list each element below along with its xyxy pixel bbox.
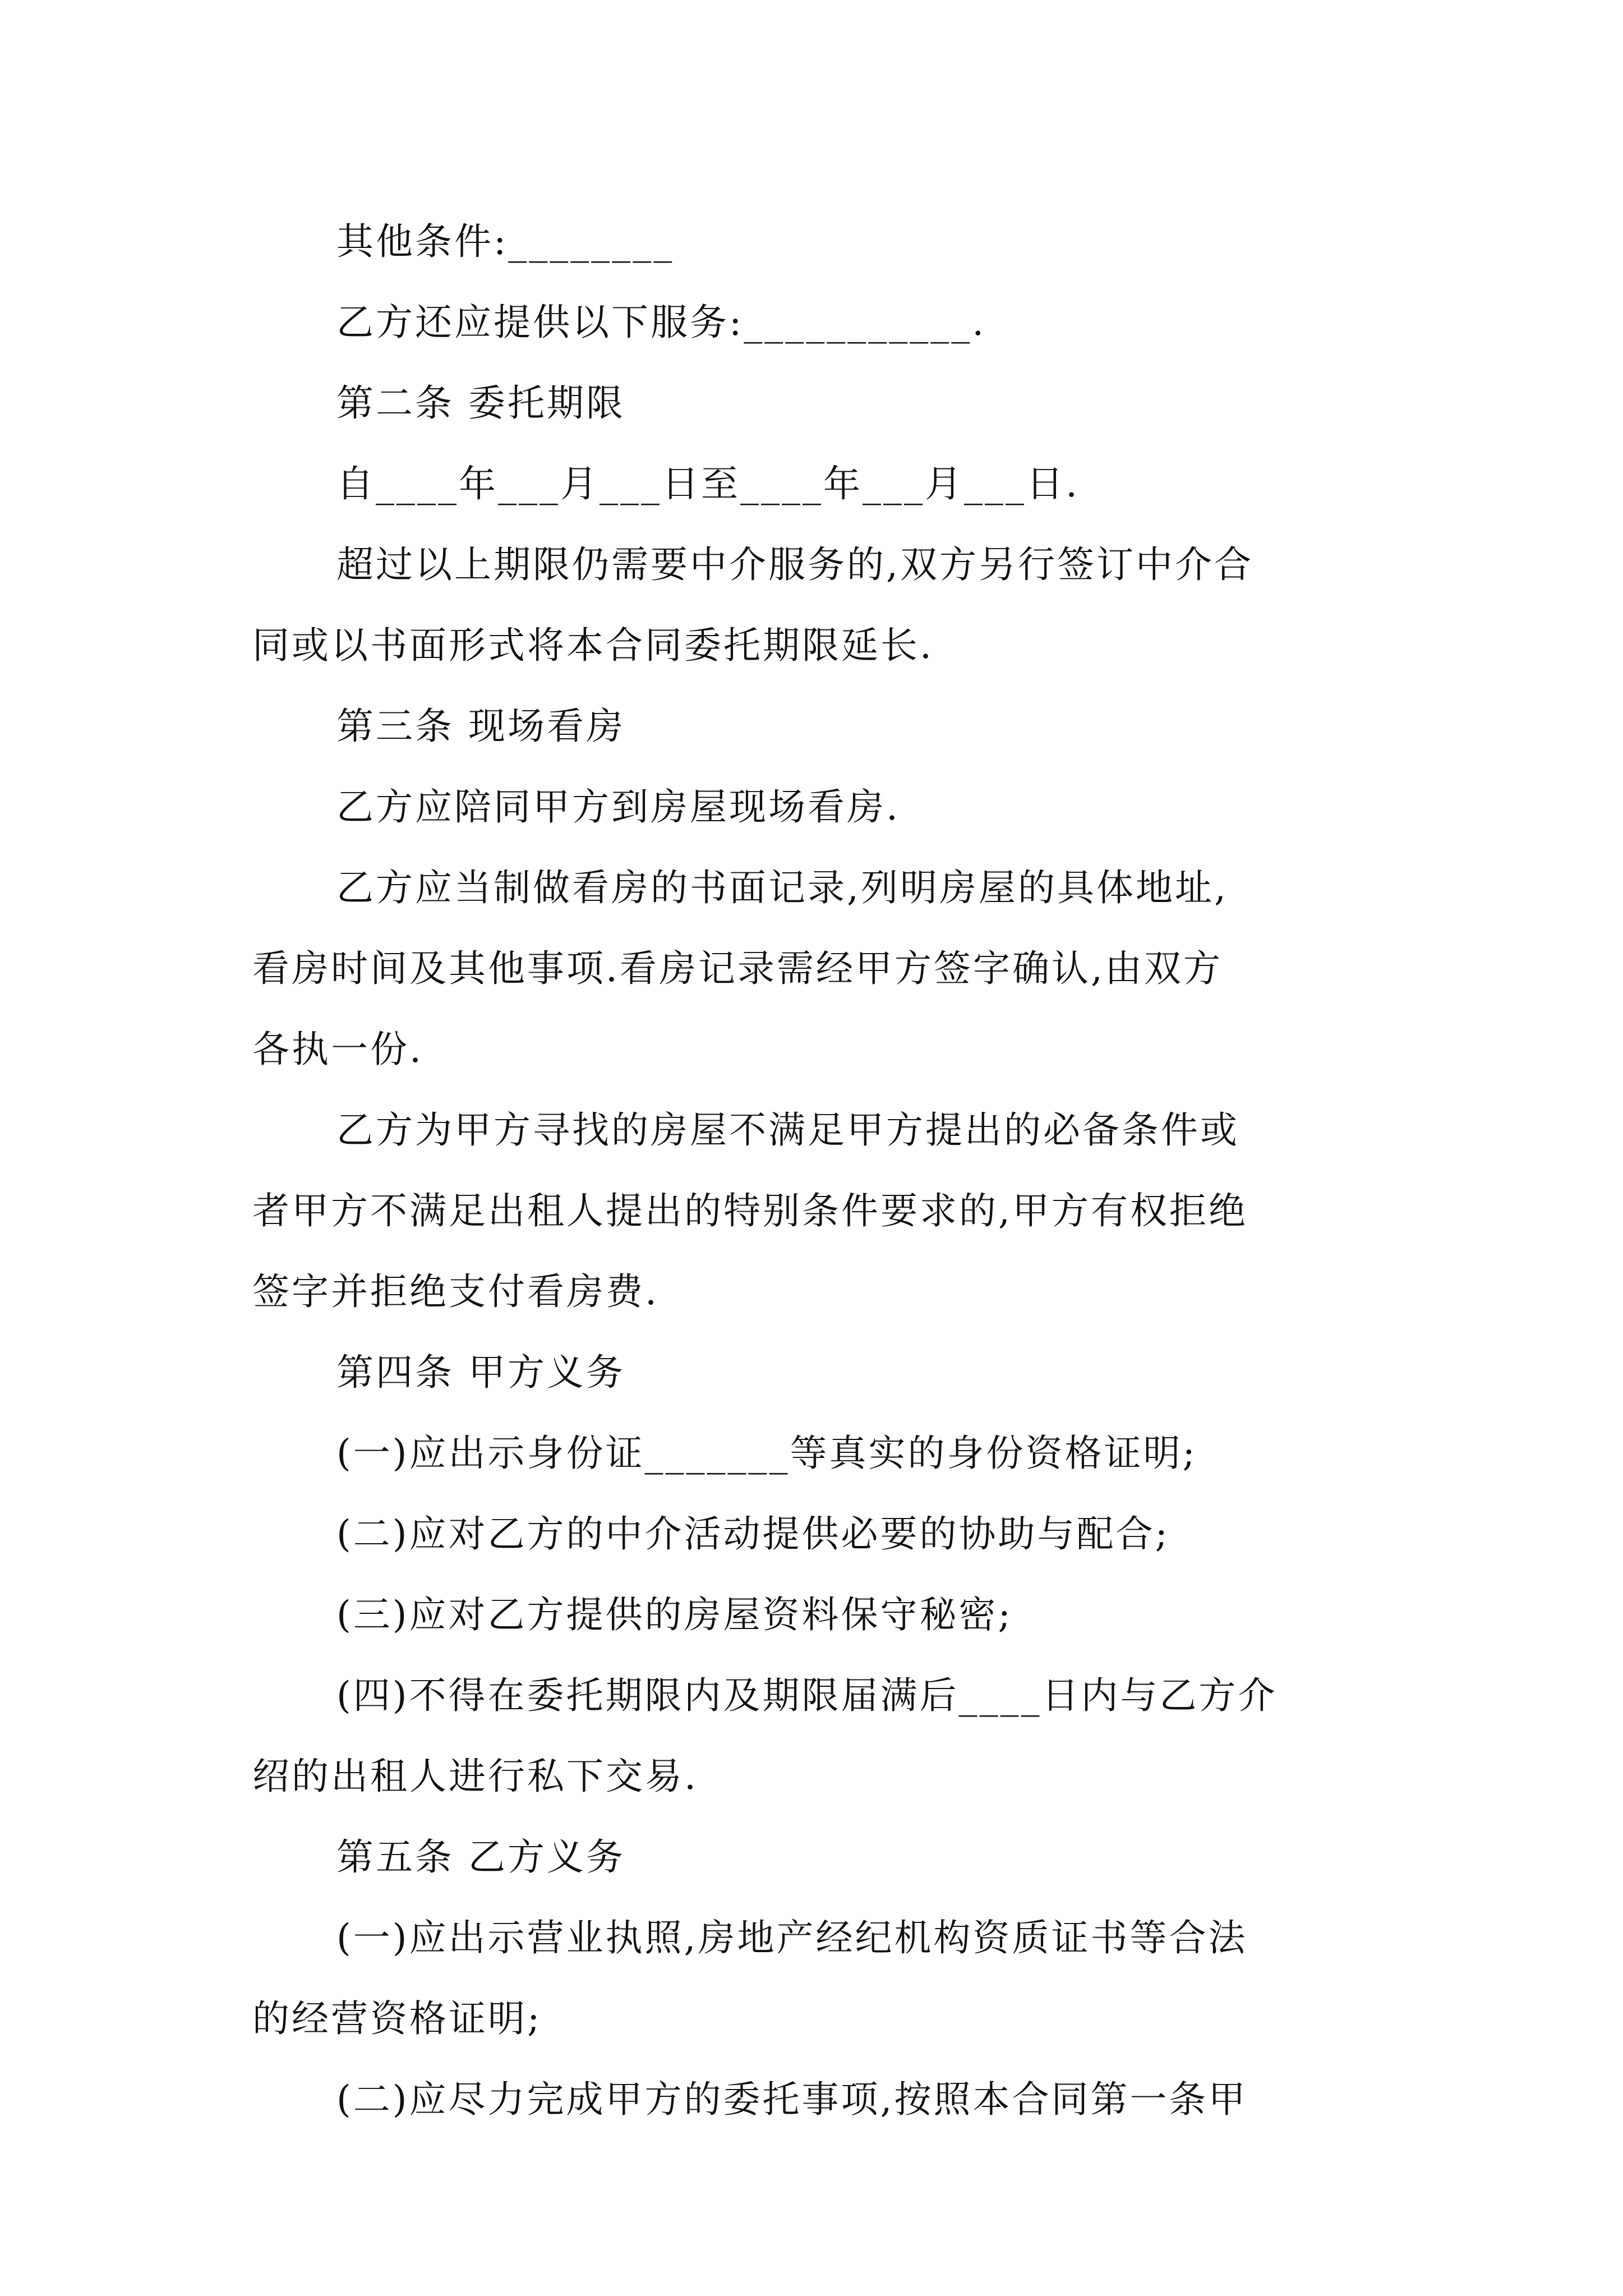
party-b-duty-1-line-2: 的经营资格证明; xyxy=(252,1997,542,2040)
party-a-duty-2: (二)应对乙方的中介活动提供必要的协助与配合; xyxy=(336,1512,1170,1556)
paragraph-refuse-line-3: 签字并拒绝支付看房费. xyxy=(252,1270,659,1313)
party-a-duty-1: (一)应出示身份证_______等真实的身份资格证明; xyxy=(336,1432,1197,1475)
term-dates-line: 自____年___月___日至____年___月___日. xyxy=(336,462,1080,505)
paragraph-record-line-1: 乙方应当制做看房的书面记录,列明房屋的具体地址, xyxy=(336,866,1228,909)
paragraph-refuse-line-2: 者甲方不满足出租人提出的特别条件要求的,甲方有权拒绝 xyxy=(252,1189,1248,1232)
party-b-duty-2-line-1: (二)应尽力完成甲方的委托事项,按照本合同第一条甲 xyxy=(336,2078,1248,2121)
paragraph-refuse-line-1: 乙方为甲方寻找的房屋不满足甲方提出的必备条件或 xyxy=(336,1108,1239,1152)
party-a-duty-3: (三)应对乙方提供的房屋资料保守秘密; xyxy=(336,1593,1013,1636)
paragraph-record-line-3: 各执一份. xyxy=(252,1028,423,1071)
article-3-heading: 第三条 现场看房 xyxy=(336,705,625,748)
article-2-heading: 第二条 委托期限 xyxy=(336,381,625,425)
paragraph-extension-line-1: 超过以上期限仍需要中介服务的,双方另行签订中介合 xyxy=(336,543,1253,586)
article-4-heading: 第四条 甲方义务 xyxy=(336,1351,625,1394)
other-conditions-line: 其他条件:________ xyxy=(336,220,675,263)
paragraph-extension-line-2: 同或以书面形式将本合同委托期限延长. xyxy=(252,624,934,667)
article-5-heading: 第五条 乙方义务 xyxy=(336,1835,625,1879)
party-a-duty-4-line-2: 绍的出租人进行私下交易. xyxy=(252,1755,698,1798)
paragraph-accompany: 乙方应陪同甲方到房屋现场看房. xyxy=(336,785,900,829)
party-a-duty-4-line-1: (四)不得在委托期限内及期限届满后____日内与乙方介 xyxy=(336,1674,1278,1717)
paragraph-record-line-2: 看房时间及其他事项.看房记录需经甲方签字确认,由双方 xyxy=(252,947,1223,990)
extra-services-line: 乙方还应提供以下服务:___________. xyxy=(336,301,986,344)
party-b-duty-1-line-1: (一)应出示营业执照,房地产经纪机构资质证书等合法 xyxy=(336,1916,1248,1959)
